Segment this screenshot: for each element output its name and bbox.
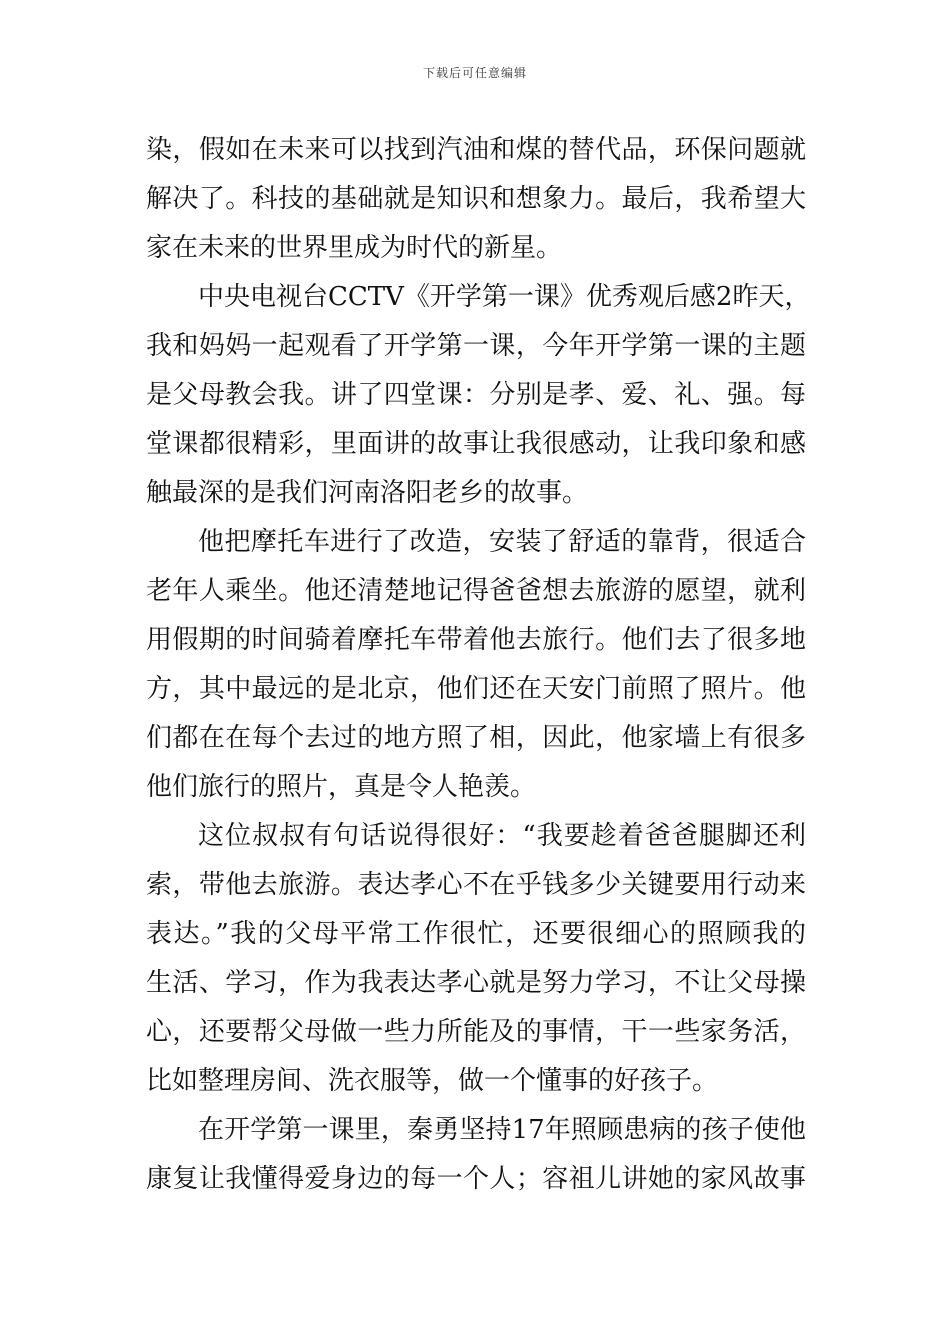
page-header: 下载后可任意编辑	[422, 66, 527, 80]
text-line: 家在未来的世界里成为时代的新星。	[146, 233, 563, 263]
text-line: 用假期的时间骑着摩托车带着他去旅行。他们去了很多地	[146, 625, 806, 655]
text-line: 康复让我懂得爱身边的每一个人；容祖儿讲她的家风故事	[146, 1164, 806, 1194]
text-line: 索，带他去旅游。表达孝心不在乎钱多少关键要用行动来	[146, 870, 806, 900]
paragraph-4	[146, 812, 806, 1106]
text-line: 他把摩托车进行了改造，安装了舒适的靠背，很适合	[198, 527, 806, 557]
text-line: 老年人乘坐。他还清楚地记得爸爸想去旅游的愿望，就利	[146, 576, 806, 606]
paragraph-2	[146, 273, 811, 518]
paragraph-1	[146, 126, 806, 273]
text-line: 在开学第一课里，秦勇坚持17年照顾患病的孩子使他	[198, 1115, 806, 1145]
text-line: 染，假如在未来可以找到汽油和煤的替代品，环保问题就	[146, 135, 806, 165]
text-line: 生活、学习，作为我表达孝心就是努力学习，不让父母操	[146, 968, 806, 998]
text-line: 这位叔叔有句话说得很好：“我要趁着爸爸腿脚还利	[198, 821, 806, 851]
text-line: 心，还要帮父母做一些力所能及的事情，干一些家务活，	[146, 1017, 806, 1047]
text-line: 比如整理房间、洗衣服等，做一个懂事的好孩子。	[146, 1066, 719, 1096]
text-line: 他们旅行的照片，真是令人艳羡。	[146, 772, 537, 802]
text-line: 是父母教会我。讲了四堂课：分别是孝、爱、礼、强。每	[146, 380, 806, 410]
text-line: 触最深的是我们河南洛阳老乡的故事。	[146, 478, 589, 508]
text-line: 们都在在每个去过的地方照了相，因此，他家墙上有很多	[146, 723, 806, 753]
text-line: 方，其中最远的是北京，他们还在天安门前照了照片。他	[146, 674, 806, 704]
text-line: 堂课都很精彩，里面讲的故事让我很感动，让我印象和感	[146, 429, 806, 459]
text-line: 中央电视台CCTV《开学第一课》优秀观后感2昨天，	[198, 282, 811, 312]
text-line: 表达。”我的父母平常工作很忙，还要很细心的照顾我的	[146, 919, 806, 949]
document-body	[146, 126, 811, 1204]
text-line: 解决了。科技的基础就是知识和想象力。最后，我希望大	[146, 184, 806, 214]
paragraph-5	[146, 1106, 806, 1204]
text-line: 我和妈妈一起观看了开学第一课，今年开学第一课的主题	[146, 331, 806, 361]
paragraph-3	[146, 518, 806, 812]
